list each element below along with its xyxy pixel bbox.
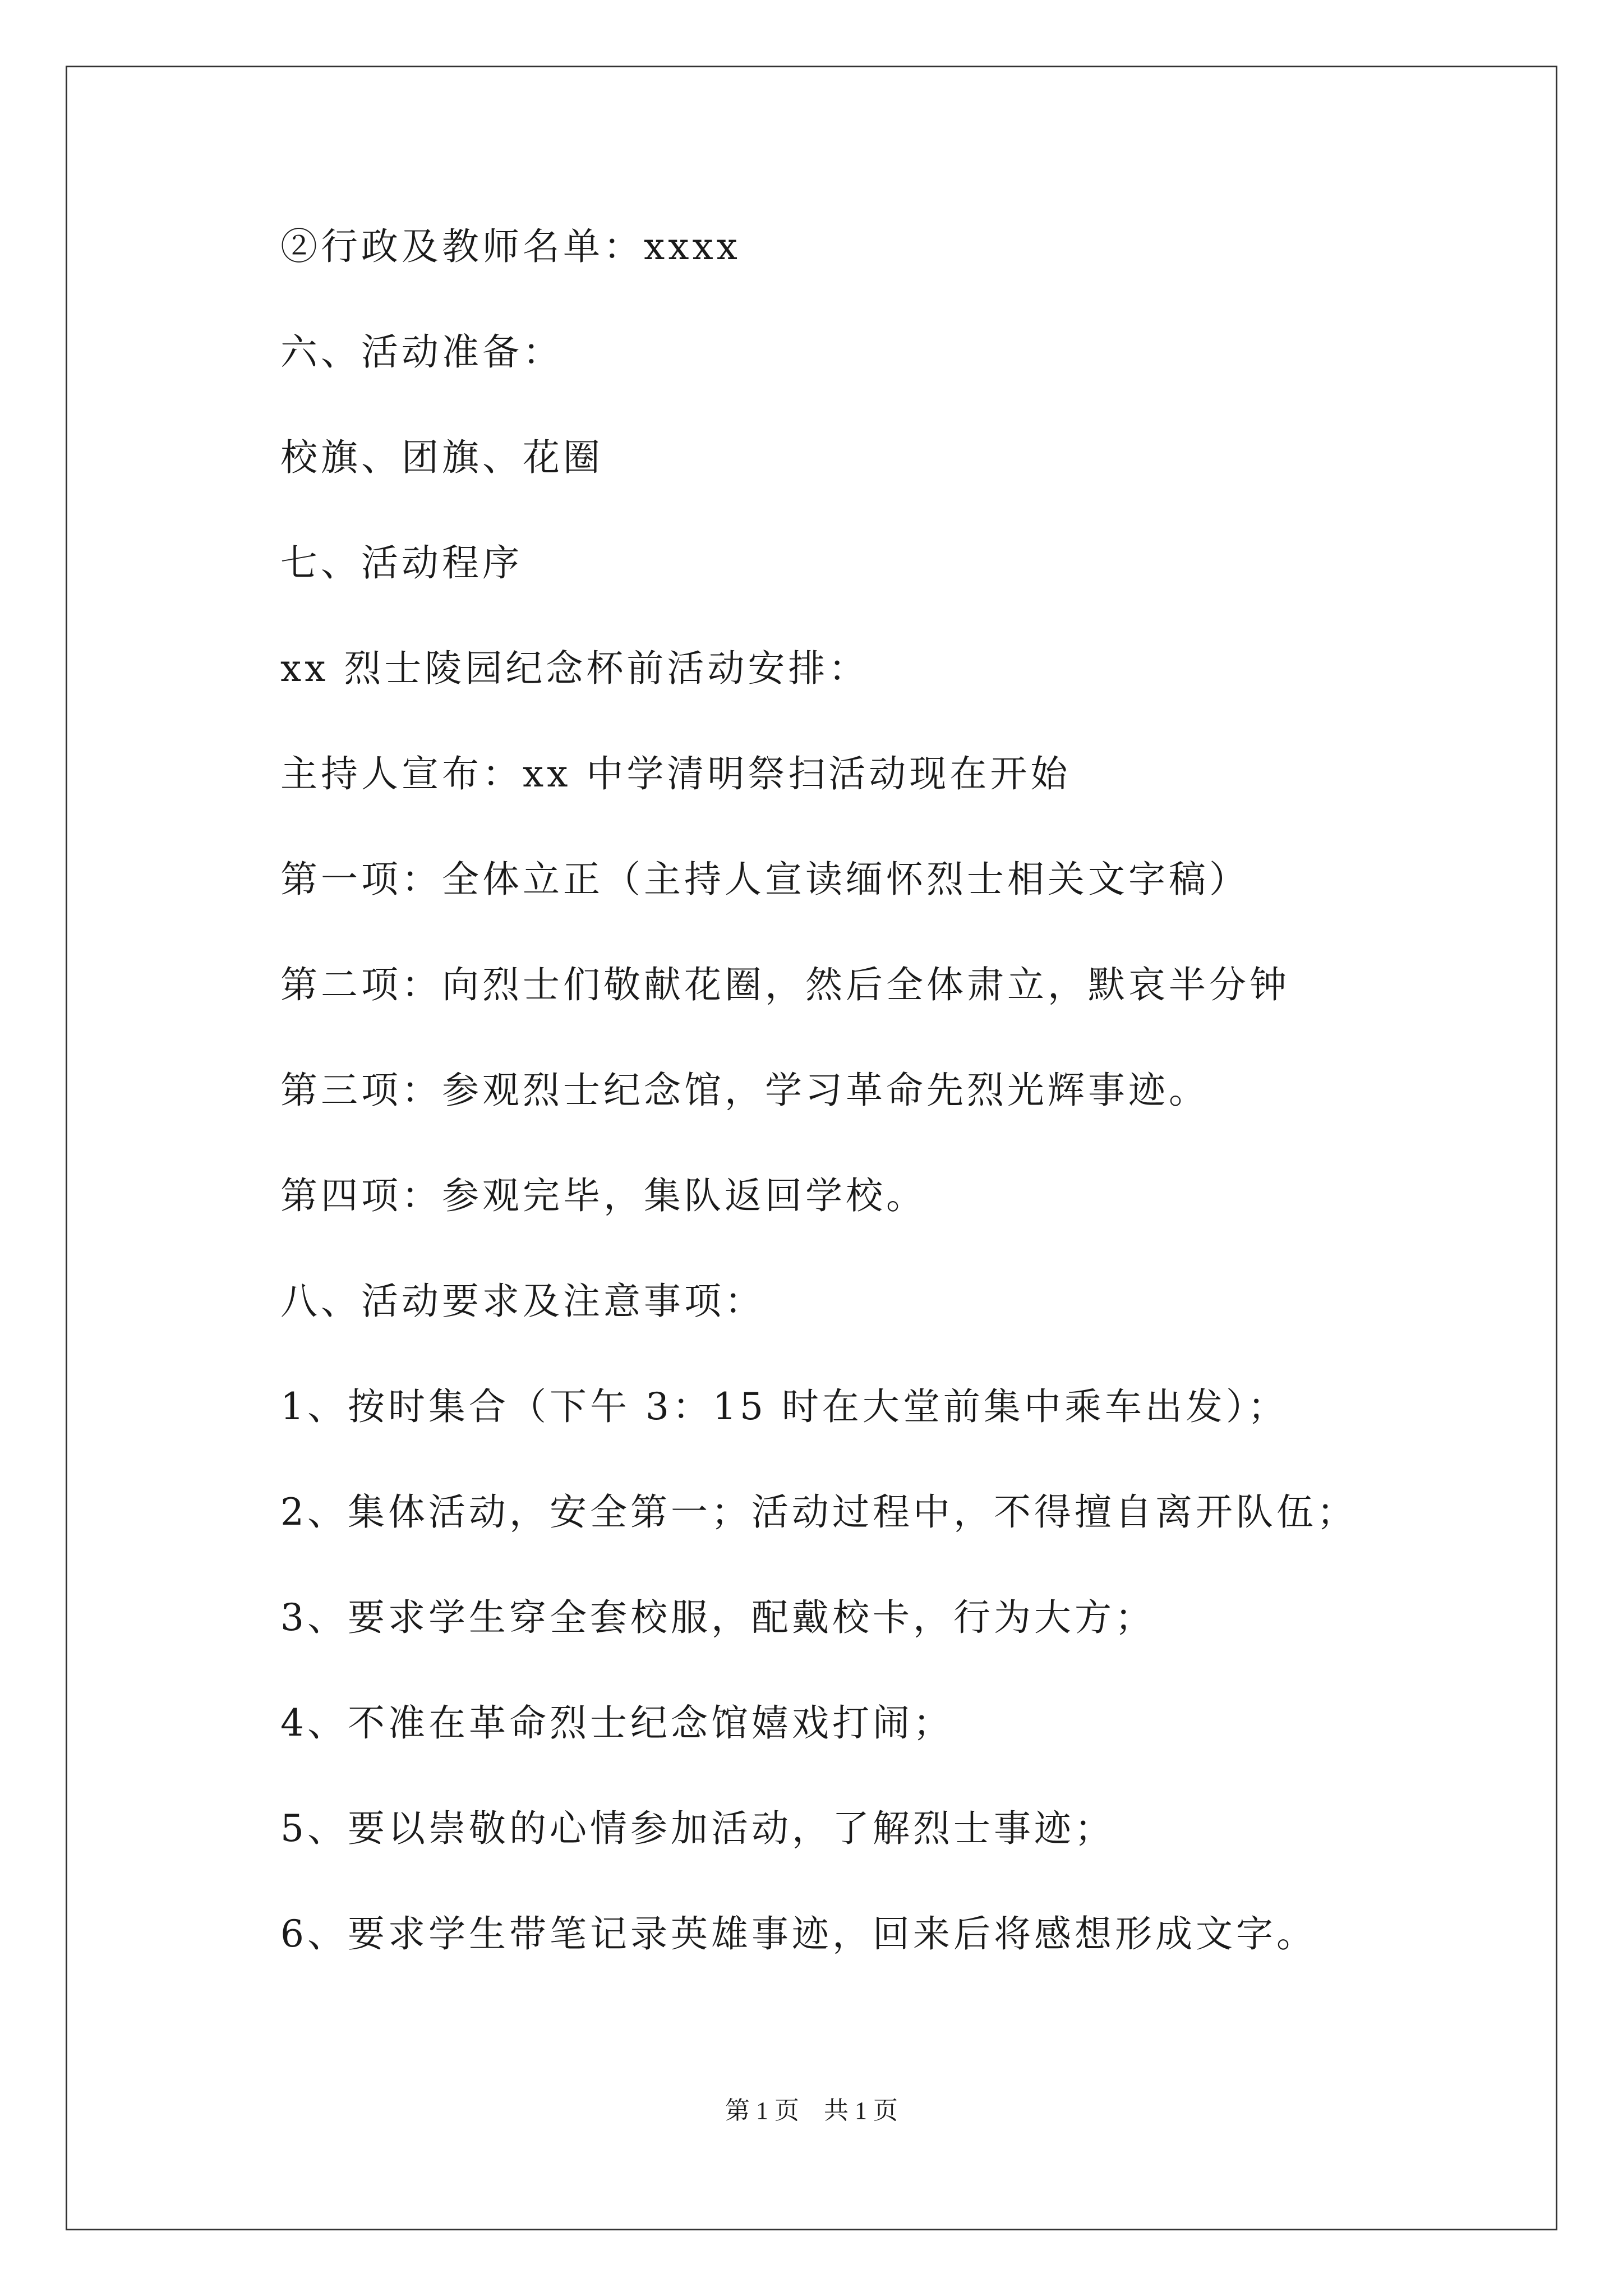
text-line: 第三项：参观烈士纪念馆，学习革命先烈光辉事迹。	[280, 1069, 1209, 1112]
text-line: 第四项：参观完毕，集队返回学校。	[280, 1174, 926, 1217]
page-footer: 第 1 页 共 1 页	[725, 2097, 898, 2124]
section-heading: 七、活动程序	[280, 541, 523, 585]
list-item: 2、集体活动，安全第一；活动过程中，不得擅自离开队伍；	[280, 1490, 1357, 1534]
list-item: 6、要求学生带笔记录英雄事迹，回来后将感想形成文字。	[280, 1912, 1317, 1955]
text-line: ②行政及教师名单：xxxx	[280, 225, 741, 268]
list-item: 1、按时集合（下午 3：15 时在大堂前集中乘车出发）；	[280, 1385, 1288, 1428]
list-item: 3、要求学生穿全套校服，配戴校卡，行为大方；	[280, 1596, 1155, 1639]
text-line: 第一项：全体立正（主持人宣读缅怀烈士相关文字稿）	[280, 858, 1249, 901]
text-line: 校旗、团旗、花圈	[280, 436, 603, 479]
section-heading: 六、活动准备：	[280, 330, 563, 374]
list-item: 4、不准在革命烈士纪念馆嬉戏打闹；	[280, 1701, 953, 1745]
text-line: 主持人宣布：xx 中学清明祭扫活动现在开始	[280, 752, 1071, 795]
section-heading: 八、活动要求及注意事项：	[280, 1280, 765, 1323]
text-line: xx 烈士陵园纪念杯前活动安排：	[280, 647, 869, 690]
text-line: 第二项：向烈士们敬献花圈，然后全体肃立，默哀半分钟	[280, 963, 1290, 1006]
list-item: 5、要以崇敬的心情参加活动，了解烈士事迹；	[280, 1807, 1115, 1850]
page-frame	[66, 66, 1557, 2230]
